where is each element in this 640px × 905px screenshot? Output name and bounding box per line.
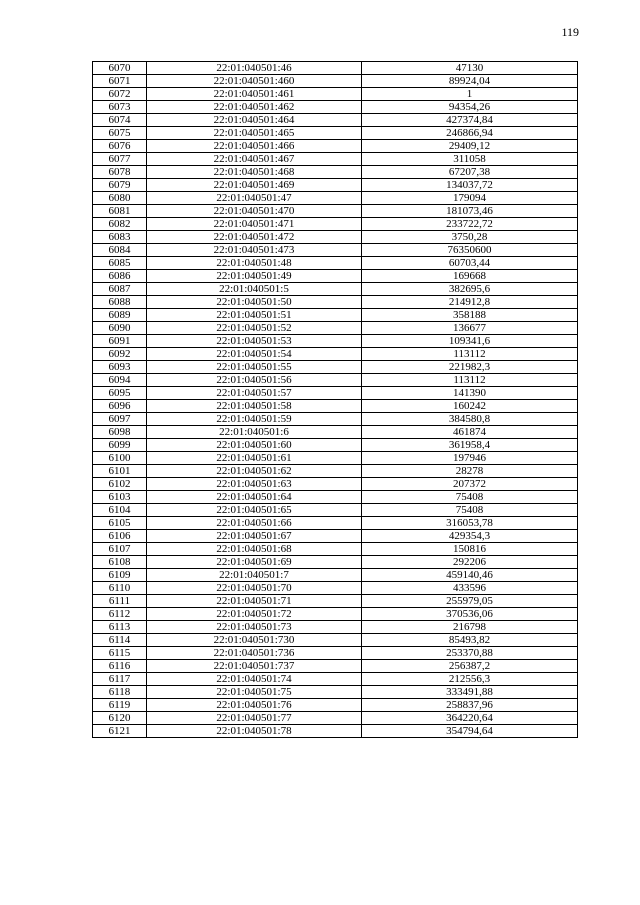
cadastral-number-cell: 22:01:040501:54 [147,348,362,361]
table-row [93,582,578,595]
value-cell: 382695,6 [362,283,578,296]
row-number-cell: 6094 [93,374,147,387]
table-row [93,699,578,712]
table-row [93,374,578,387]
table-row [93,452,578,465]
value-cell: 179094 [362,192,578,205]
cadastral-number-cell: 22:01:040501:471 [147,218,362,231]
row-number-cell: 6075 [93,127,147,140]
row-number-cell: 6117 [93,673,147,686]
table-row [93,75,578,88]
cadastral-number-cell: 22:01:040501:46 [147,62,362,75]
table-row [93,205,578,218]
value-cell: 85493,82 [362,634,578,647]
cadastral-number-cell: 22:01:040501:461 [147,88,362,101]
row-number-cell: 6096 [93,400,147,413]
cadastral-number-cell: 22:01:040501:71 [147,595,362,608]
table-row [93,309,578,322]
table-row [93,283,578,296]
cadastral-number-cell: 22:01:040501:55 [147,361,362,374]
table-row [93,413,578,426]
row-number-cell: 6071 [93,75,147,88]
table-row [93,166,578,179]
table-row [93,504,578,517]
row-number-cell: 6115 [93,647,147,660]
cadastral-number-cell: 22:01:040501:473 [147,244,362,257]
value-cell: 28278 [362,465,578,478]
table-row [93,127,578,140]
table-row [93,231,578,244]
value-cell: 76350600 [362,244,578,257]
row-number-cell: 6102 [93,478,147,491]
value-cell: 113112 [362,348,578,361]
row-number-cell: 6092 [93,348,147,361]
table-row [93,634,578,647]
table-row [93,673,578,686]
value-cell: 134037,72 [362,179,578,192]
value-cell: 258837,96 [362,699,578,712]
row-number-cell: 6072 [93,88,147,101]
value-cell: 370536,06 [362,608,578,621]
cadastral-number-cell: 22:01:040501:66 [147,517,362,530]
cadastral-number-cell: 22:01:040501:466 [147,140,362,153]
table-row [93,556,578,569]
table-row [93,608,578,621]
row-number-cell: 6084 [93,244,147,257]
cadastral-number-cell: 22:01:040501:70 [147,582,362,595]
table-row [93,647,578,660]
table-row [93,244,578,257]
table-row [93,621,578,634]
table-row [93,543,578,556]
value-cell: 136677 [362,322,578,335]
value-cell: 253370,88 [362,647,578,660]
value-cell: 47130 [362,62,578,75]
cadastral-number-cell: 22:01:040501:72 [147,608,362,621]
row-number-cell: 6082 [93,218,147,231]
cadastral-number-cell: 22:01:040501:7 [147,569,362,582]
value-cell: 75408 [362,504,578,517]
cadastral-number-cell: 22:01:040501:48 [147,257,362,270]
table-row [93,517,578,530]
value-cell: 364220,64 [362,712,578,725]
row-number-cell: 6098 [93,426,147,439]
table-row [93,569,578,582]
data-table [92,61,578,738]
row-number-cell: 6101 [93,465,147,478]
table-row [93,725,578,738]
row-number-cell: 6091 [93,335,147,348]
table-row [93,114,578,127]
value-cell: 246866,94 [362,127,578,140]
row-number-cell: 6080 [93,192,147,205]
value-cell: 354794,64 [362,725,578,738]
value-cell: 3750,28 [362,231,578,244]
value-cell: 212556,3 [362,673,578,686]
table-row [93,530,578,543]
cadastral-number-cell: 22:01:040501:53 [147,335,362,348]
cadastral-number-cell: 22:01:040501:78 [147,725,362,738]
table-row [93,426,578,439]
row-number-cell: 6093 [93,361,147,374]
cadastral-number-cell: 22:01:040501:64 [147,491,362,504]
cadastral-number-cell: 22:01:040501:65 [147,504,362,517]
value-cell: 433596 [362,582,578,595]
value-cell: 169668 [362,270,578,283]
value-cell: 29409,12 [362,140,578,153]
value-cell: 429354,3 [362,530,578,543]
value-cell: 461874 [362,426,578,439]
value-cell: 67207,38 [362,166,578,179]
row-number-cell: 6099 [93,439,147,452]
value-cell: 384580,8 [362,413,578,426]
table-row [93,595,578,608]
row-number-cell: 6104 [93,504,147,517]
cadastral-number-cell: 22:01:040501:469 [147,179,362,192]
cadastral-number-cell: 22:01:040501:75 [147,686,362,699]
table-row [93,140,578,153]
cadastral-number-cell: 22:01:040501:61 [147,452,362,465]
row-number-cell: 6110 [93,582,147,595]
cadastral-number-cell: 22:01:040501:737 [147,660,362,673]
row-number-cell: 6112 [93,608,147,621]
value-cell: 197946 [362,452,578,465]
value-cell: 181073,46 [362,205,578,218]
row-number-cell: 6073 [93,101,147,114]
table-row [93,88,578,101]
value-cell: 60703,44 [362,257,578,270]
value-cell: 214912,8 [362,296,578,309]
row-number-cell: 6113 [93,621,147,634]
cadastral-number-cell: 22:01:040501:63 [147,478,362,491]
table-row [93,491,578,504]
row-number-cell: 6116 [93,660,147,673]
cadastral-number-cell: 22:01:040501:58 [147,400,362,413]
table-row [93,62,578,75]
cadastral-number-cell: 22:01:040501:5 [147,283,362,296]
value-cell: 256387,2 [362,660,578,673]
cadastral-number-cell: 22:01:040501:736 [147,647,362,660]
row-number-cell: 6085 [93,257,147,270]
row-number-cell: 6097 [93,413,147,426]
cadastral-number-cell: 22:01:040501:69 [147,556,362,569]
cadastral-number-cell: 22:01:040501:464 [147,114,362,127]
page-number: 119 [561,25,579,39]
cadastral-number-cell: 22:01:040501:68 [147,543,362,556]
row-number-cell: 6095 [93,387,147,400]
cadastral-number-cell: 22:01:040501:50 [147,296,362,309]
row-number-cell: 6074 [93,114,147,127]
table-row [93,387,578,400]
row-number-cell: 6119 [93,699,147,712]
cadastral-number-cell: 22:01:040501:60 [147,439,362,452]
table-row [93,179,578,192]
row-number-cell: 6107 [93,543,147,556]
value-cell: 255979,05 [362,595,578,608]
table-row [93,686,578,699]
table-row [93,478,578,491]
value-cell: 75408 [362,491,578,504]
table-row [93,660,578,673]
cadastral-number-cell: 22:01:040501:67 [147,530,362,543]
row-number-cell: 6076 [93,140,147,153]
row-number-cell: 6083 [93,231,147,244]
value-cell: 216798 [362,621,578,634]
value-cell: 94354,26 [362,101,578,114]
table-row [93,439,578,452]
value-cell: 160242 [362,400,578,413]
cadastral-number-cell: 22:01:040501:47 [147,192,362,205]
row-number-cell: 6111 [93,595,147,608]
row-number-cell: 6077 [93,153,147,166]
value-cell: 361958,4 [362,439,578,452]
table-row [93,348,578,361]
value-cell: 113112 [362,374,578,387]
table-row [93,322,578,335]
cadastral-number-cell: 22:01:040501:6 [147,426,362,439]
value-cell: 221982,3 [362,361,578,374]
value-cell: 316053,78 [362,517,578,530]
row-number-cell: 6070 [93,62,147,75]
cadastral-number-cell: 22:01:040501:468 [147,166,362,179]
value-cell: 333491,88 [362,686,578,699]
row-number-cell: 6086 [93,270,147,283]
value-cell: 89924,04 [362,75,578,88]
cadastral-number-cell: 22:01:040501:465 [147,127,362,140]
row-number-cell: 6108 [93,556,147,569]
cadastral-number-cell: 22:01:040501:62 [147,465,362,478]
cadastral-number-cell: 22:01:040501:462 [147,101,362,114]
value-cell: 459140,46 [362,569,578,582]
cadastral-number-cell: 22:01:040501:49 [147,270,362,283]
table-row [93,296,578,309]
row-number-cell: 6081 [93,205,147,218]
cadastral-number-cell: 22:01:040501:56 [147,374,362,387]
row-number-cell: 6089 [93,309,147,322]
table-row [93,218,578,231]
row-number-cell: 6109 [93,569,147,582]
cadastral-number-cell: 22:01:040501:57 [147,387,362,400]
cadastral-number-cell: 22:01:040501:76 [147,699,362,712]
value-cell: 1 [362,88,578,101]
cadastral-number-cell: 22:01:040501:51 [147,309,362,322]
table-row [93,361,578,374]
row-number-cell: 6100 [93,452,147,465]
cadastral-number-cell: 22:01:040501:730 [147,634,362,647]
row-number-cell: 6114 [93,634,147,647]
value-cell: 109341,6 [362,335,578,348]
row-number-cell: 6090 [93,322,147,335]
cadastral-number-cell: 22:01:040501:467 [147,153,362,166]
cadastral-number-cell: 22:01:040501:77 [147,712,362,725]
row-number-cell: 6120 [93,712,147,725]
table-row [93,400,578,413]
row-number-cell: 6088 [93,296,147,309]
cadastral-number-cell: 22:01:040501:59 [147,413,362,426]
value-cell: 427374,84 [362,114,578,127]
row-number-cell: 6121 [93,725,147,738]
row-number-cell: 6087 [93,283,147,296]
value-cell: 141390 [362,387,578,400]
table-row [93,153,578,166]
cadastral-number-cell: 22:01:040501:472 [147,231,362,244]
table-row [93,465,578,478]
table-body [93,62,578,738]
cadastral-number-cell: 22:01:040501:460 [147,75,362,88]
table-row [93,335,578,348]
value-cell: 207372 [362,478,578,491]
cadastral-number-cell: 22:01:040501:73 [147,621,362,634]
row-number-cell: 6106 [93,530,147,543]
value-cell: 292206 [362,556,578,569]
table-row [93,257,578,270]
table-row [93,101,578,114]
table-row [93,192,578,205]
cadastral-number-cell: 22:01:040501:74 [147,673,362,686]
value-cell: 358188 [362,309,578,322]
table-row [93,712,578,725]
row-number-cell: 6118 [93,686,147,699]
row-number-cell: 6078 [93,166,147,179]
row-number-cell: 6105 [93,517,147,530]
value-cell: 233722,72 [362,218,578,231]
value-cell: 311058 [362,153,578,166]
row-number-cell: 6079 [93,179,147,192]
value-cell: 150816 [362,543,578,556]
table-row [93,270,578,283]
cadastral-number-cell: 22:01:040501:470 [147,205,362,218]
cadastral-number-cell: 22:01:040501:52 [147,322,362,335]
row-number-cell: 6103 [93,491,147,504]
